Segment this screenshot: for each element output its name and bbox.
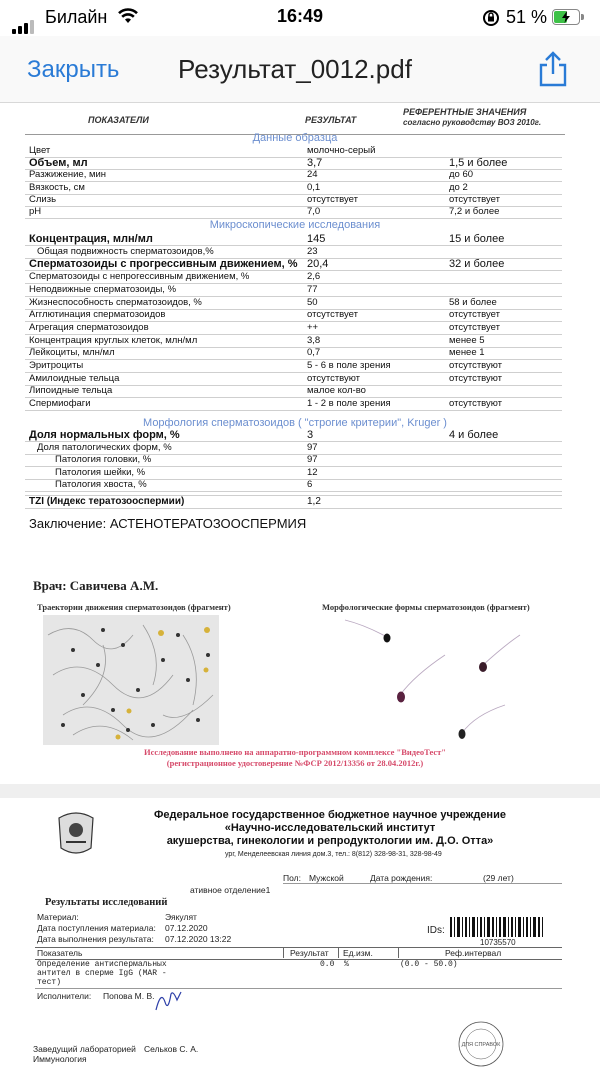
caption-trajectories: Траектории движения сперматозоидов (фрагмент): [37, 602, 231, 612]
reference-value: менее 1: [449, 347, 485, 359]
result-value: 7,0: [307, 206, 321, 217]
table-row: [25, 442, 562, 455]
indicator-name: Жизнеспособность сперматозоидов, %: [29, 296, 202, 308]
indicator-name: Вязкость, см: [29, 181, 85, 193]
head-label-2: Иммунология: [33, 1054, 87, 1064]
table-row: [25, 467, 562, 480]
section-microscopy: Микроскопические исследования: [209, 219, 381, 231]
org-name-1: Федеральное государственное бюджетное научное учреждение: [154, 809, 506, 821]
indicator-name: Сперматозоиды с прогрессивным движением, %: [29, 258, 298, 271]
table-row: [25, 233, 562, 246]
reference-value: 32 и более: [449, 258, 505, 271]
table-row: [25, 258, 562, 271]
share-icon[interactable]: [536, 50, 570, 88]
pdf-page-1[interactable]: [25, 103, 577, 783]
page-separator: [0, 784, 600, 798]
stamp-text: ДЛЯ СПРАВОК: [461, 1042, 501, 1048]
document-title: Результат_0012.pdf: [178, 54, 412, 84]
result-value: 77: [307, 283, 318, 295]
test-reference: (0.0 - 50.0): [400, 960, 458, 969]
table-row: [25, 194, 562, 207]
close-button[interactable]: Закрыть: [27, 56, 120, 83]
trajectory-image-graphic: [43, 615, 219, 745]
test-name-line1: Определение антиспермальных: [37, 960, 167, 969]
result-value: отсутствуют: [307, 372, 361, 384]
col-header-indicators: ПОКАЗАТЕЛИ: [88, 115, 149, 125]
morphology-image-graphic: [325, 615, 525, 745]
results-title: Результаты исследований: [45, 897, 168, 908]
table-header-unit: Ед.изм.: [343, 948, 373, 958]
result-value: 6: [307, 479, 313, 490]
dob-label: Дата рождения:: [370, 873, 433, 883]
col-header-reference-sub: согласно руководству ВОЗ 2010г.: [403, 118, 542, 127]
institute-emblem-icon: [53, 808, 99, 858]
result-value: 5 - 6 в поле зрения: [307, 360, 391, 371]
battery-icon: [552, 9, 580, 25]
tzi-name: TZI (Индекс тератозооспермии): [29, 496, 185, 507]
indicator-name: Доля нормальных форм, %: [29, 429, 180, 441]
result-value: 97: [307, 441, 318, 453]
result-value: 20,4: [307, 258, 329, 271]
table-row: [25, 157, 562, 170]
result-value: 0,7: [307, 347, 321, 359]
sex-value: Мужской: [309, 873, 344, 883]
reference-value: 15 и более: [449, 233, 505, 245]
rotation-lock-icon: [482, 9, 500, 27]
table-row: [25, 182, 562, 195]
sex-label: Пол:: [283, 873, 301, 883]
reference-value: отсутствует: [449, 309, 500, 321]
reference-value: отсутствуют: [449, 360, 503, 371]
head-value: Сельков С. А.: [144, 1044, 199, 1054]
barcode-graphic: [450, 917, 545, 937]
reference-value: отсутствует: [449, 321, 500, 333]
indicator-name: pH: [29, 206, 42, 217]
caption-morphology: Морфологические формы сперматозоидов (фрагмент): [322, 602, 530, 612]
result-value: 24: [307, 169, 318, 181]
table-row: [25, 385, 562, 398]
table-row: [25, 454, 562, 467]
indicator-name: Липоидные тельца: [29, 385, 113, 397]
indicator-name: Патология хвоста, %: [55, 479, 147, 490]
table-row: [25, 479, 562, 492]
result-value: 50: [307, 296, 318, 308]
footer-note-1: Исследование выполнено на аппаратно-программном комплексе "ВидеоТест": [143, 747, 447, 757]
reference-value: отсутствуют: [449, 398, 503, 410]
table-row: [25, 169, 562, 182]
indicator-name: Разжижение, мин: [29, 169, 107, 181]
age-value: (29 лет): [483, 873, 514, 883]
table-row: [25, 429, 562, 442]
received-label: Дата поступления материала:: [37, 923, 156, 933]
indicator-name: Спермиофаги: [29, 398, 91, 410]
done-value: 07.12.2020 13:22: [165, 934, 232, 944]
table-header-indicator: Показатель: [37, 948, 83, 958]
result-value: 3,7: [307, 157, 323, 170]
col-header-reference: РЕФЕРЕНТНЫЕ ЗНАЧЕНИЯ: [403, 107, 527, 117]
result-value: отсутствует: [307, 193, 358, 205]
result-value: 97: [307, 454, 318, 465]
result-value: 0,1: [307, 181, 321, 193]
performer-label: Исполнители:: [37, 991, 92, 1001]
result-value: молочно-серый: [307, 145, 376, 156]
indicator-name: Амилоидные тельца: [29, 372, 120, 384]
footer-note-2: (регистрационное удостоверение №ФСР 2012/13356 от 28.04.2012г.): [166, 758, 424, 768]
table-header-ref: Реф.интервал: [445, 948, 502, 958]
result-value: малое кол-во: [307, 385, 366, 397]
result-value: ++: [307, 321, 319, 333]
clock: 16:49: [276, 6, 324, 26]
indicator-name: Концентрация, млн/мл: [29, 233, 153, 245]
indicator-name: Патология шейки, %: [55, 466, 146, 478]
signature-icon: [153, 988, 183, 1014]
done-label: Дата выполнения результата:: [37, 934, 154, 944]
barcode-number: 10735570: [480, 938, 516, 947]
reference-value: отсутствует: [449, 193, 500, 205]
col-header-result: РЕЗУЛЬТАТ: [305, 115, 357, 125]
table-row: [25, 309, 562, 322]
ids-label: IDs:: [427, 925, 445, 936]
carrier-name: Билайн: [45, 7, 108, 27]
navigation-bar: [0, 36, 600, 103]
material-label: Материал:: [37, 912, 79, 922]
result-value: 1 - 2 в поле зрения: [307, 398, 391, 410]
institute-stamp-icon: [433, 1020, 529, 1068]
org-address: ург, Менделеевская линия дом.3, тел.: 8(812) 328-98-31, 328-98-49: [225, 851, 442, 858]
table-row: [25, 398, 562, 411]
indicator-name: Объем, мл: [29, 157, 88, 170]
table-row: [25, 347, 562, 360]
test-name-line2: антител в сперме IgG (MAR -: [37, 969, 167, 978]
performer-value: Попова М. В.: [103, 991, 155, 1001]
indicator-name: Концентрация круглых клеток, млн/мл: [29, 334, 198, 346]
tzi-result: 1,2: [307, 496, 321, 507]
reference-value: менее 5: [449, 334, 485, 346]
material-value: Эякулят: [165, 912, 197, 922]
indicator-name: Неподвижные сперматозоиды, %: [29, 283, 177, 295]
reference-value: 1,5 и более: [449, 157, 508, 170]
battery-percentage: 51 %: [506, 7, 548, 27]
reference-value: 4 и более: [449, 429, 499, 441]
indicator-name: Сперматозоиды с непрогессивным движением, %: [29, 271, 250, 283]
pdf-page-2[interactable]: [25, 798, 577, 1066]
result-value: 3: [307, 429, 314, 441]
status-bar: [0, 0, 600, 36]
morphology-micrograph: [325, 615, 525, 745]
table-row: [25, 145, 562, 158]
table-row: [25, 373, 562, 386]
indicator-name: Эритроциты: [29, 360, 84, 371]
org-name-2: «Научно-исследовательский институт: [224, 822, 436, 834]
result-value: 3,8: [307, 334, 321, 346]
table-row: [25, 246, 562, 259]
result-value: 12: [307, 466, 318, 478]
conclusion: Заключение: АСТЕНОТЕРАТОЗООСПЕРМИЯ: [29, 516, 307, 531]
org-name-3: акушерства, гинекологии и репродуктологии им. Д.О. Отта»: [166, 835, 494, 847]
reference-value: отсутствуют: [449, 372, 503, 384]
test-unit: %: [344, 960, 349, 969]
result-value: отсутствует: [307, 309, 358, 321]
indicator-name: Агрегация сперматозоидов: [29, 321, 149, 333]
indicator-name: Слизь: [29, 193, 57, 205]
result-value: 23: [307, 245, 318, 257]
reference-value: до 2: [449, 181, 468, 193]
table-row: [25, 360, 562, 373]
indicator-name: Агглютинация сперматозоидов: [29, 309, 166, 321]
table-row: [25, 271, 562, 284]
indicator-name: Общая подвижность сперматозоидов,%: [37, 245, 214, 257]
indicator-name: Патология головки, %: [55, 454, 152, 465]
indicator-name: Цвет: [29, 145, 51, 156]
trajectory-micrograph: [43, 615, 219, 745]
table-row: [25, 297, 562, 310]
tzi-row: [25, 495, 562, 509]
doctor-name: Врач: Савичева А.М.: [33, 578, 159, 593]
section-sample: Данные образца: [252, 132, 338, 144]
section-morphology: Морфология сперматозоидов ( "строгие критерии", Kruger ): [143, 417, 447, 429]
reference-value: 7,2 и более: [449, 206, 500, 217]
result-value: 2,6: [307, 271, 321, 283]
test-name-line3: тест): [37, 978, 62, 987]
received-value: 07.12.2020: [165, 923, 208, 933]
test-result: 0.0: [320, 960, 335, 969]
result-value: 145: [307, 233, 326, 245]
indicator-name: Лейкоциты, млн/мл: [29, 347, 115, 359]
table-row: [25, 206, 562, 219]
table-header-result: Результат: [290, 948, 329, 958]
department: ативное отделение1: [190, 885, 271, 895]
head-label-1: Заведущий лабораторией: [33, 1044, 136, 1054]
reference-value: до 60: [449, 169, 474, 181]
table-row: [25, 284, 562, 297]
reference-value: 58 и более: [449, 296, 497, 308]
indicator-name: Доля патологических форм, %: [37, 441, 172, 453]
table-row: [25, 322, 562, 335]
table-row: [25, 335, 562, 348]
